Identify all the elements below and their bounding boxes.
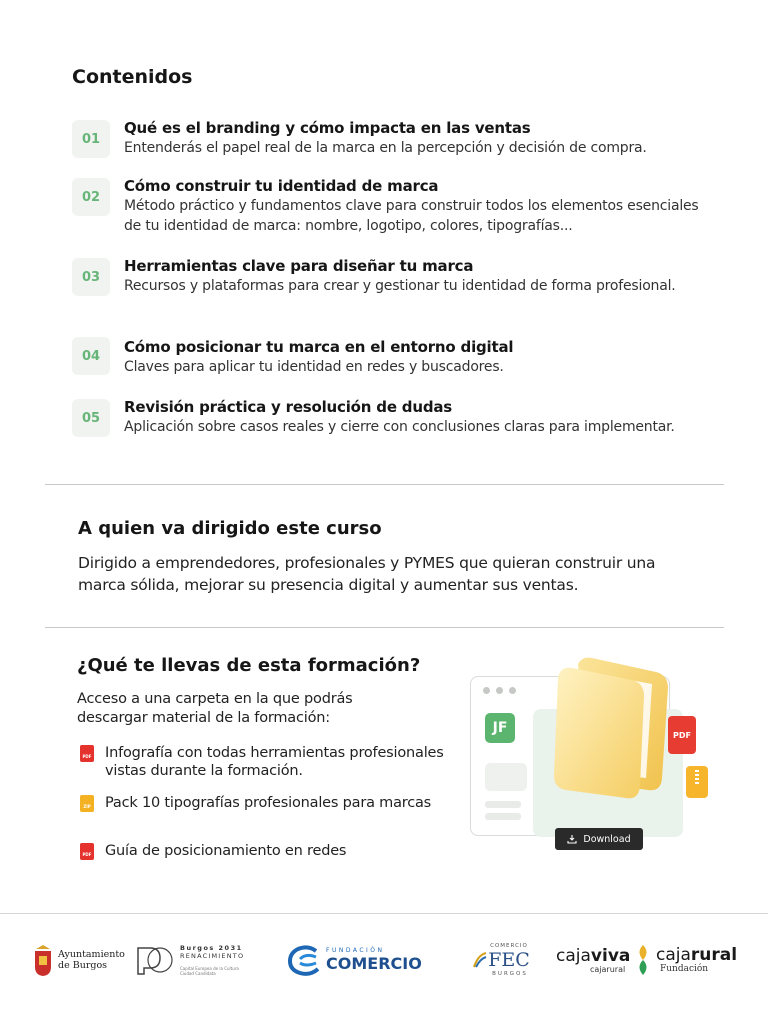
- zip-file-icon: ZIP: [80, 795, 94, 812]
- section-divider: [45, 484, 724, 485]
- app-logo-icon: JF: [485, 713, 515, 743]
- logo-text: rural: [690, 945, 738, 965]
- contents-item: [72, 337, 712, 377]
- logo-text: Ayuntamiento: [58, 949, 125, 960]
- logo-text: caja: [556, 945, 591, 966]
- item-description: Aplicación sobre casos reales y cierre con conclusiones claras para implementar.: [124, 419, 675, 435]
- item-title: Cómo posicionar tu marca en el entorno digital: [124, 338, 514, 356]
- logo-text: FEC: [488, 949, 530, 971]
- item-number-badge: 05: [72, 399, 110, 437]
- item-title: Revisión práctica y resolución de dudas: [124, 398, 453, 416]
- item-description: Recursos y plataformas para crear y gestionar tu identidad de forma profesional.: [124, 278, 676, 294]
- cajarural-leaf-logo: [634, 935, 652, 985]
- takeaway-text: Pack 10 tipografías profesionales para marcas: [105, 795, 432, 811]
- logo-text: cajarural: [590, 964, 626, 974]
- item-title: Qué es el branding y cómo impacta en las ventas: [124, 119, 531, 137]
- window-dots-icon: [483, 687, 516, 694]
- pdf-file-icon: PDF: [80, 745, 94, 762]
- logo-text: Burgos 2031: [180, 944, 243, 952]
- takeaway-item: [80, 794, 440, 832]
- burgos-2031-mark-icon: [136, 944, 176, 976]
- contents-item: [72, 118, 712, 158]
- fec-swoosh-icon: [472, 951, 488, 969]
- item-title: Cómo construir tu identidad de marca: [124, 177, 439, 195]
- section-divider: [45, 627, 724, 628]
- contents-title: Contenidos: [72, 66, 193, 88]
- item-title: Herramientas clave para diseñar tu marca: [124, 257, 474, 275]
- download-folder-illustration: [468, 650, 718, 855]
- logo-text: de Burgos: [58, 960, 108, 971]
- logo-text: BURGOS: [492, 971, 528, 977]
- audience-text: Dirigido a emprendedores, profesionales y PYMES que quieran construir una marca sólida, mejorar su presencia digital y aumentar sus ventas.: [78, 554, 656, 594]
- folder-icon: [548, 650, 676, 800]
- logo-text: Capital Europea de la Cultura: [180, 966, 239, 971]
- download-label: Download: [583, 833, 631, 845]
- fundacion-cajarural-logo: [656, 935, 738, 985]
- burgos-2031-logo: [136, 935, 256, 985]
- takeaways-title: ¿Qué te llevas de esta formación?: [77, 655, 421, 676]
- item-description: Claves para aplicar tu identidad en redes y buscadores.: [124, 359, 504, 375]
- download-icon: [567, 834, 577, 844]
- pdf-file-icon: PDF: [668, 716, 696, 754]
- pdf-file-icon: PDF: [80, 843, 94, 860]
- logo-text: Ciudad Candidata: [180, 971, 216, 976]
- takeaway-item: [80, 842, 440, 862]
- footer-divider: [0, 913, 768, 914]
- takeaway-item: [80, 744, 444, 782]
- logo-text: viva: [590, 945, 631, 966]
- fundacion-comercio-mark-icon: [288, 943, 322, 977]
- item-number-badge: 03: [72, 258, 110, 296]
- logo-text: Fundación: [660, 964, 709, 974]
- takeaways-intro: Acceso a una carpeta en la que podrás descargar material de la formación:: [77, 691, 353, 726]
- placeholder-line: [485, 801, 521, 808]
- contents-item: [72, 176, 712, 236]
- logo-text: RENACIMIENTO: [180, 952, 245, 960]
- contents-item: [72, 397, 712, 457]
- item-number-badge: 04: [72, 337, 110, 375]
- item-number-badge: 02: [72, 178, 110, 216]
- logo-text: FUNDACIÓN: [326, 947, 385, 954]
- item-description: Entenderás el papel real de la marca en la percepción y decisión de compra.: [124, 140, 647, 156]
- placeholder-line: [485, 813, 521, 820]
- takeaway-text: Infografía con todas herramientas profesionales vistas durante la formación.: [105, 745, 444, 779]
- fec-burgos-logo: [466, 935, 536, 985]
- leaf-icon: [634, 943, 652, 977]
- audience-title: A quien va dirigido este curso: [78, 518, 382, 539]
- item-description: Método práctico y fundamentos clave para construir todos los elementos esenciales de tu identidad de marca: nombre, logotipo, colores, tipografías...: [124, 198, 699, 234]
- takeaway-text: Guía de posicionamiento en redes: [105, 843, 347, 859]
- logo-text: COMERCIO: [326, 954, 422, 973]
- item-number-badge: 01: [72, 120, 110, 158]
- placeholder-block: [485, 763, 527, 791]
- download-button[interactable]: [555, 828, 643, 850]
- fundacion-comercio-logo: [288, 935, 433, 985]
- coat-of-arms-icon: [33, 943, 53, 977]
- ayuntamiento-burgos-logo: [33, 935, 133, 985]
- cajaviva-logo: [556, 935, 636, 985]
- logo-text: caja: [656, 945, 691, 965]
- contents-item: [72, 256, 712, 316]
- logo-text: COMERCIO: [490, 943, 528, 949]
- zip-file-icon: [686, 766, 708, 798]
